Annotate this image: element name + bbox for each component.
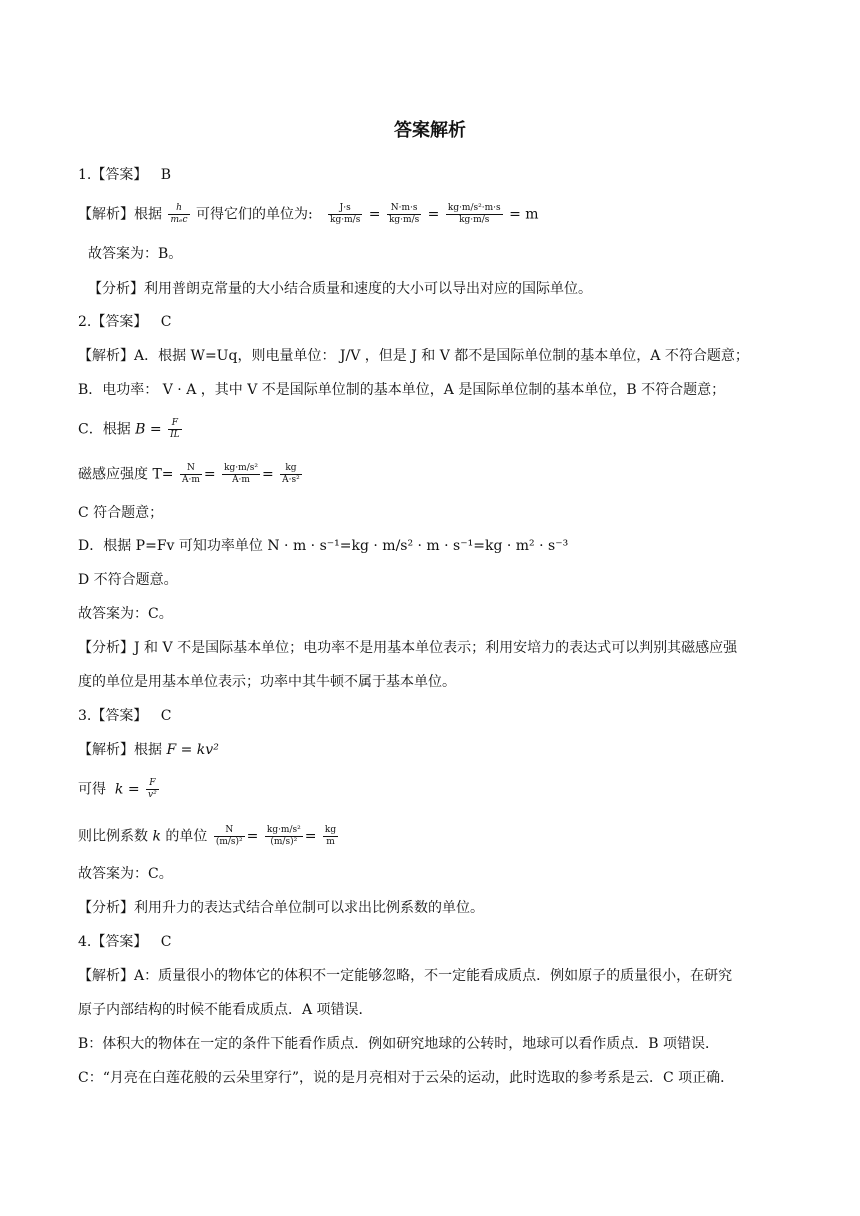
q4-option-a-2: 原子内部结构的时候不能看成质点．A 项错误．	[78, 1002, 373, 1018]
q2-d-no: D 不符合题意。	[78, 572, 178, 588]
q3-conclusion: 故答案为：C。	[78, 866, 173, 882]
q1-answer	[78, 165, 171, 185]
answer-label: 2.【答案】	[78, 314, 148, 330]
q2-c-ok: C 符合题意；	[78, 505, 164, 521]
analysis-label: 【解析】根据	[78, 206, 162, 223]
fraction: $\frac{\text{kg·m/s²·m·s}}{kg\cdot m/s}$	[447, 203, 501, 225]
answer-label: 3.【答案】	[78, 708, 148, 724]
fraction: $\frac{kg}{m}$	[324, 825, 337, 847]
q2-option-a: 【解析】A．根据 W=Uq，则电量单位： J/V ，但是 J 和 V 都不是国际单位制的基本单位，A 不符合题意；	[78, 348, 749, 364]
formula: F = kv²	[166, 742, 219, 758]
text: 则比例系数	[78, 828, 148, 845]
q1-analysis: 【解析】根据 $\frac{h}{\text{mₑc}}$ 可得它们的单位为: $\frac{J\cdot s}{kg\cdot m/s}$ = $\frac{N\cdot m\cdot s}{kg\cdot m/s}$ = $\frac{\text{kg·m/s²·m·s}}{kg\cdot m/s}$ = m	[78, 203, 539, 225]
answer-value: C	[160, 708, 172, 724]
fraction: $\frac{kg}{\text{A·s²}}$	[282, 463, 300, 485]
text: 磁感应强度 T=	[78, 466, 174, 483]
q4-option-a-1: 【解析】A：质量很小的物体它的体积不一定能够忽略，不一定能看成质点．例如原子的质量很小，在研究	[78, 968, 733, 984]
q1-conclusion: 故答案为：B。	[88, 246, 183, 262]
q1-comment: 【分析】利用普朗克常量的大小结合质量和速度的大小可以导出对应的国际单位。	[88, 281, 592, 297]
fraction: $\frac{F}{IL}$	[170, 418, 180, 440]
q3-derive	[78, 778, 161, 801]
q2-field-unit: 磁感应强度 T= $\frac{N}{A\cdot m}$ = $\frac{\text{kg·m/s²}}{A\cdot m}$ = $\frac{kg}{\text{A·s²}}$	[78, 463, 300, 485]
q2-option-d: D．根据 P=Fv 可知功率单位 N · m · s⁻¹=kg · m/s² · m · s⁻¹=kg · m² · s⁻³	[78, 538, 569, 554]
answer-value: B	[160, 167, 172, 183]
text: = m	[509, 206, 539, 223]
q4-answer	[78, 932, 171, 952]
q3-unit: 则比例系数 k 的单位 $\frac{N}{\text{(m/s)²}}$ = $\frac{\text{kg·m/s²}}{\text{(m/s)²}}$ = $\frac{kg}{m}$	[78, 825, 337, 847]
fraction: $\frac{\text{kg·m/s²}}{A\cdot m}$	[224, 463, 258, 485]
answer-value: C	[160, 934, 172, 950]
answer-label: 4.【答案】	[78, 934, 148, 950]
fraction: $\frac{N\cdot m\cdot s}{kg\cdot m/s}$	[388, 203, 420, 225]
answer-label: 1.【答案】	[78, 167, 148, 183]
q2-comment-1: 【分析】J 和 V 不是国际基本单位；电功率不是用基本单位表示；利用安培力的表达式可以判别其磁感应强	[78, 640, 738, 656]
q2-answer	[78, 312, 171, 332]
fraction: $\frac{J\cdot s}{kg\cdot m/s}$	[330, 203, 361, 225]
q4-option-c: C：“月亮在白莲花般的云朵里穿行”，说的是月亮相对于云朵的运动，此时选取的参考系是云．C 项正确．	[78, 1070, 735, 1086]
formula: k =	[114, 781, 140, 798]
formula: B =	[135, 421, 162, 438]
symbol: k	[152, 828, 161, 845]
fraction: $\frac{h}{\text{mₑc}}$	[170, 203, 188, 225]
fraction: $\frac{N}{\text{(m/s)²}}$	[215, 825, 243, 847]
fraction: $\frac{N}{A\cdot m}$	[181, 463, 200, 485]
text: 的单位	[165, 828, 208, 845]
fraction: $\frac{F}{\text{v²}}$	[148, 778, 157, 800]
q3-analysis	[78, 740, 219, 760]
text: C．根据	[78, 421, 131, 438]
q2-option-b: B．电功率： V · A ，其中 V 不是国际单位制的基本单位，A 是国际单位制的基本单位，B 不符合题意；	[78, 382, 726, 398]
analysis-label: 【解析】根据	[78, 742, 162, 758]
answer-value: C	[160, 314, 172, 330]
q3-comment: 【分析】利用升力的表达式结合单位制可以求出比例系数的单位。	[78, 900, 484, 916]
fraction: $\frac{\text{kg·m/s²}}{\text{(m/s)²}}$	[266, 825, 301, 847]
text: 可得它们的单位为:	[195, 206, 313, 223]
q3-answer	[78, 706, 171, 726]
q4-option-b: B：体积大的物体在一定的条件下能看作质点．例如研究地球的公转时，地球可以看作质点．B 项错误．	[78, 1036, 720, 1052]
page-title: 答案解析	[394, 120, 466, 141]
q2-comment-2: 度的单位是用基本单位表示；功率中其牛顿不属于基本单位。	[78, 674, 456, 690]
text: 可得	[78, 781, 106, 798]
q2-conclusion: 故答案为：C。	[78, 606, 173, 622]
q2-option-c	[78, 418, 184, 441]
